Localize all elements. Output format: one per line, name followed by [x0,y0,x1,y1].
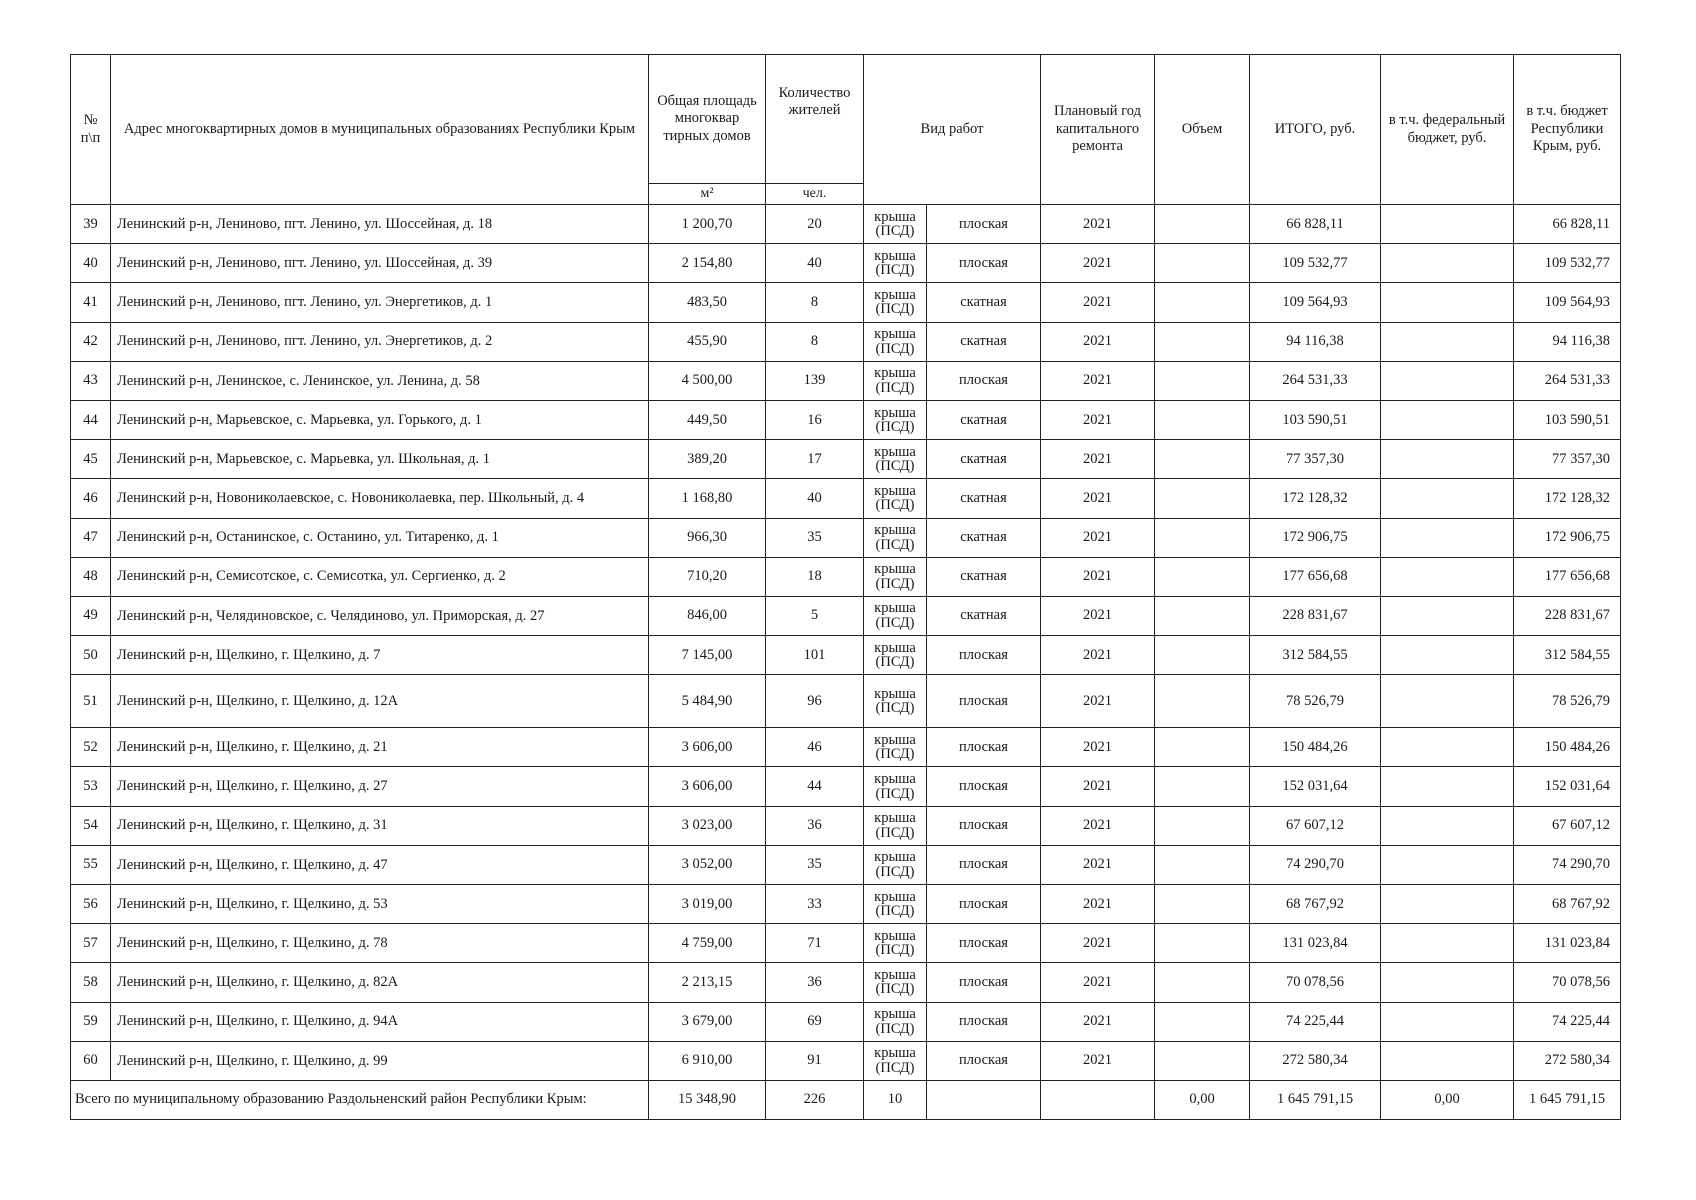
row-work-type: крыша (ПСД) [864,440,927,479]
row-num: 53 [71,767,111,806]
row-plan-year: 2021 [1041,518,1155,557]
row-area: 3 679,00 [649,1002,766,1041]
row-area: 483,50 [649,283,766,322]
row-plan-year: 2021 [1041,1002,1155,1041]
row-address: Ленинский р-н, Щелкино, г. Щелкино, д. 53 [111,885,649,924]
row-roof-type: плоская [927,675,1041,728]
row-area: 3 606,00 [649,767,766,806]
row-residents: 69 [766,1002,864,1041]
table-row [71,675,1621,728]
row-residents: 101 [766,636,864,675]
row-num: 59 [71,1002,111,1041]
row-republic: 70 078,56 [1514,963,1621,1002]
table-row [71,728,1621,767]
row-volume [1155,1041,1250,1080]
table-row [71,806,1621,845]
row-total: 103 590,51 [1250,400,1381,439]
row-roof-type: скатная [927,518,1041,557]
row-residents: 8 [766,322,864,361]
totals-area: 15 348,90 [649,1080,766,1119]
row-roof-type: плоская [927,963,1041,1002]
row-volume [1155,361,1250,400]
row-volume [1155,596,1250,635]
row-republic: 172 128,32 [1514,479,1621,518]
row-republic: 74 225,44 [1514,1002,1621,1041]
row-num: 54 [71,806,111,845]
row-work-type: крыша (ПСД) [864,963,927,1002]
row-work-type: крыша (ПСД) [864,1002,927,1041]
row-area: 4 500,00 [649,361,766,400]
row-plan-year: 2021 [1041,440,1155,479]
row-total: 94 116,38 [1250,322,1381,361]
table-row [71,283,1621,322]
row-num: 44 [71,400,111,439]
row-republic: 172 906,75 [1514,518,1621,557]
table-row [71,845,1621,884]
row-federal [1381,885,1514,924]
row-federal [1381,728,1514,767]
row-residents: 35 [766,845,864,884]
row-area: 710,20 [649,557,766,596]
row-work-type: крыша (ПСД) [864,924,927,963]
row-area: 2 154,80 [649,244,766,283]
table-header [71,55,1621,205]
row-volume [1155,1002,1250,1041]
totals-work-count: 10 [864,1080,927,1119]
row-total: 152 031,64 [1250,767,1381,806]
row-area: 846,00 [649,596,766,635]
row-residents: 40 [766,244,864,283]
row-total: 172 128,32 [1250,479,1381,518]
row-residents: 8 [766,283,864,322]
row-address: Ленинский р-н, Марьевское, с. Марьевка, ул. Горького, д. 1 [111,400,649,439]
row-volume [1155,244,1250,283]
row-work-type: крыша (ПСД) [864,675,927,728]
row-volume [1155,440,1250,479]
row-residents: 17 [766,440,864,479]
row-roof-type: плоская [927,205,1041,244]
row-plan-year: 2021 [1041,557,1155,596]
row-republic: 77 357,30 [1514,440,1621,479]
row-republic: 74 290,70 [1514,845,1621,884]
table-row [71,361,1621,400]
row-plan-year: 2021 [1041,963,1155,1002]
row-address: Ленинский р-н, Щелкино, г. Щелкино, д. 47 [111,845,649,884]
row-federal [1381,924,1514,963]
header-total: ИТОГО, руб. [1250,55,1381,205]
row-work-type: крыша (ПСД) [864,400,927,439]
row-plan-year: 2021 [1041,728,1155,767]
row-num: 56 [71,885,111,924]
row-address: Ленинский р-н, Щелкино, г. Щелкино, д. 12А [111,675,649,728]
row-address: Ленинский р-н, Лениново, пгт. Ленино, ул. Шоссейная, д. 39 [111,244,649,283]
row-volume [1155,885,1250,924]
row-roof-type: плоская [927,845,1041,884]
row-volume [1155,322,1250,361]
row-total: 78 526,79 [1250,675,1381,728]
row-work-type: крыша (ПСД) [864,596,927,635]
row-num: 51 [71,675,111,728]
row-num: 46 [71,479,111,518]
row-total: 109 564,93 [1250,283,1381,322]
row-work-type: крыша (ПСД) [864,205,927,244]
row-work-type: крыша (ПСД) [864,767,927,806]
row-work-type: крыша (ПСД) [864,518,927,557]
row-federal [1381,1002,1514,1041]
row-volume [1155,205,1250,244]
row-work-type: крыша (ПСД) [864,636,927,675]
row-volume [1155,963,1250,1002]
row-federal [1381,518,1514,557]
row-federal [1381,845,1514,884]
header-residents: Количество жителей [766,55,864,184]
row-plan-year: 2021 [1041,636,1155,675]
row-num: 50 [71,636,111,675]
row-federal [1381,963,1514,1002]
row-num: 42 [71,322,111,361]
row-roof-type: плоская [927,1041,1041,1080]
row-federal [1381,479,1514,518]
header-area-unit: м² [649,184,766,205]
totals-federal: 0,00 [1381,1080,1514,1119]
row-total: 77 357,30 [1250,440,1381,479]
row-republic: 131 023,84 [1514,924,1621,963]
row-republic: 109 564,93 [1514,283,1621,322]
row-area: 966,30 [649,518,766,557]
row-volume [1155,400,1250,439]
row-republic: 177 656,68 [1514,557,1621,596]
row-residents: 20 [766,205,864,244]
row-total: 228 831,67 [1250,596,1381,635]
row-total: 74 225,44 [1250,1002,1381,1041]
row-plan-year: 2021 [1041,596,1155,635]
row-total: 70 078,56 [1250,963,1381,1002]
row-residents: 16 [766,400,864,439]
row-total: 74 290,70 [1250,845,1381,884]
table-row [71,479,1621,518]
row-federal [1381,636,1514,675]
row-total: 131 023,84 [1250,924,1381,963]
row-volume [1155,283,1250,322]
table-row [71,885,1621,924]
row-address: Ленинский р-н, Щелкино, г. Щелкино, д. 27 [111,767,649,806]
header-area: Общая площадь многоквар тирных домов [649,55,766,184]
row-work-type: крыша (ПСД) [864,806,927,845]
totals-label: Всего по муниципальному образованию Раздольненский район Республики Крым: [71,1080,649,1119]
row-area: 455,90 [649,322,766,361]
totals-republic: 1 645 791,15 [1514,1080,1621,1119]
header-work-type: Вид работ [864,55,1041,205]
row-residents: 71 [766,924,864,963]
row-plan-year: 2021 [1041,1041,1155,1080]
row-num: 55 [71,845,111,884]
row-roof-type: скатная [927,596,1041,635]
table-body [71,205,1621,1081]
row-volume [1155,518,1250,557]
table-row [71,440,1621,479]
row-republic: 150 484,26 [1514,728,1621,767]
totals-total: 1 645 791,15 [1250,1080,1381,1119]
row-volume [1155,806,1250,845]
row-num: 57 [71,924,111,963]
row-address: Ленинский р-н, Челядиновское, с. Челядиново, ул. Приморская, д. 27 [111,596,649,635]
row-volume [1155,767,1250,806]
row-residents: 40 [766,479,864,518]
row-num: 41 [71,283,111,322]
row-num: 39 [71,205,111,244]
row-area: 389,20 [649,440,766,479]
row-plan-year: 2021 [1041,205,1155,244]
row-total: 177 656,68 [1250,557,1381,596]
row-address: Ленинский р-н, Ленинское, с. Ленинское, ул. Ленина, д. 58 [111,361,649,400]
row-republic: 152 031,64 [1514,767,1621,806]
row-total: 272 580,34 [1250,1041,1381,1080]
row-total: 172 906,75 [1250,518,1381,557]
row-roof-type: скатная [927,557,1041,596]
header-federal: в т.ч. федеральный бюджет, руб. [1381,55,1514,205]
table-row [71,557,1621,596]
row-residents: 18 [766,557,864,596]
row-residents: 91 [766,1041,864,1080]
row-num: 52 [71,728,111,767]
row-federal [1381,1041,1514,1080]
totals-row [71,1080,1621,1119]
row-address: Ленинский р-н, Марьевское, с. Марьевка, ул. Школьная, д. 1 [111,440,649,479]
row-roof-type: скатная [927,400,1041,439]
row-num: 47 [71,518,111,557]
row-work-type: крыша (ПСД) [864,1041,927,1080]
table-row [71,518,1621,557]
row-plan-year: 2021 [1041,283,1155,322]
table-row [71,963,1621,1002]
row-plan-year: 2021 [1041,322,1155,361]
row-roof-type: скатная [927,479,1041,518]
row-total: 67 607,12 [1250,806,1381,845]
row-area: 2 213,15 [649,963,766,1002]
row-roof-type: плоская [927,806,1041,845]
row-work-type: крыша (ПСД) [864,479,927,518]
row-address: Ленинский р-н, Щелкино, г. Щелкино, д. 31 [111,806,649,845]
row-address: Ленинский р-н, Лениново, пгт. Ленино, ул. Шоссейная, д. 18 [111,205,649,244]
row-roof-type: плоская [927,885,1041,924]
header-volume: Объем [1155,55,1250,205]
row-total: 66 828,11 [1250,205,1381,244]
row-work-type: крыша (ПСД) [864,885,927,924]
totals-volume: 0,00 [1155,1080,1250,1119]
row-residents: 35 [766,518,864,557]
row-plan-year: 2021 [1041,479,1155,518]
header-num: № п\п [71,55,111,205]
row-work-type: крыша (ПСД) [864,728,927,767]
row-roof-type: плоская [927,361,1041,400]
row-residents: 33 [766,885,864,924]
row-roof-type: плоская [927,636,1041,675]
row-republic: 67 607,12 [1514,806,1621,845]
row-area: 449,50 [649,400,766,439]
row-plan-year: 2021 [1041,845,1155,884]
row-area: 4 759,00 [649,924,766,963]
row-address: Ленинский р-н, Щелкино, г. Щелкино, д. 21 [111,728,649,767]
row-volume [1155,557,1250,596]
row-work-type: крыша (ПСД) [864,845,927,884]
row-roof-type: плоская [927,728,1041,767]
row-federal [1381,283,1514,322]
row-area: 7 145,00 [649,636,766,675]
row-residents: 36 [766,806,864,845]
row-plan-year: 2021 [1041,885,1155,924]
row-roof-type: плоская [927,767,1041,806]
row-residents: 46 [766,728,864,767]
row-volume [1155,479,1250,518]
row-republic: 228 831,67 [1514,596,1621,635]
table-row [71,924,1621,963]
row-plan-year: 2021 [1041,806,1155,845]
row-republic: 68 767,92 [1514,885,1621,924]
row-republic: 109 532,77 [1514,244,1621,283]
table-row [71,596,1621,635]
table-row [71,205,1621,244]
table-row [71,400,1621,439]
row-area: 1 200,70 [649,205,766,244]
row-roof-type: плоская [927,244,1041,283]
header-plan-year: Плановый год капитального ремонта [1041,55,1155,205]
row-volume [1155,845,1250,884]
row-federal [1381,205,1514,244]
row-volume [1155,675,1250,728]
row-republic: 94 116,38 [1514,322,1621,361]
table-row [71,322,1621,361]
row-republic: 103 590,51 [1514,400,1621,439]
row-plan-year: 2021 [1041,675,1155,728]
row-federal [1381,675,1514,728]
row-roof-type: скатная [927,283,1041,322]
header-republic: в т.ч. бюджет Республики Крым, руб. [1514,55,1621,205]
row-total: 312 584,55 [1250,636,1381,675]
row-num: 43 [71,361,111,400]
row-address: Ленинский р-н, Останинское, с. Останино, ул. Титаренко, д. 1 [111,518,649,557]
row-residents: 36 [766,963,864,1002]
row-federal [1381,596,1514,635]
row-federal [1381,322,1514,361]
totals-section [71,1080,1621,1119]
row-area: 3 019,00 [649,885,766,924]
row-area: 6 910,00 [649,1041,766,1080]
row-republic: 78 526,79 [1514,675,1621,728]
row-federal [1381,244,1514,283]
row-num: 40 [71,244,111,283]
row-work-type: крыша (ПСД) [864,322,927,361]
row-federal [1381,557,1514,596]
row-volume [1155,636,1250,675]
row-work-type: крыша (ПСД) [864,244,927,283]
row-volume [1155,924,1250,963]
row-plan-year: 2021 [1041,767,1155,806]
header-residents-unit: чел. [766,184,864,205]
row-total: 109 532,77 [1250,244,1381,283]
row-address: Ленинский р-н, Новониколаевское, с. Новониколаевка, пер. Школьный, д. 4 [111,479,649,518]
totals-residents: 226 [766,1080,864,1119]
row-plan-year: 2021 [1041,400,1155,439]
row-address: Ленинский р-н, Щелкино, г. Щелкино, д. 99 [111,1041,649,1080]
row-total: 150 484,26 [1250,728,1381,767]
totals-year-empty [1041,1080,1155,1119]
row-address: Ленинский р-н, Лениново, пгт. Ленино, ул. Энергетиков, д. 2 [111,322,649,361]
row-work-type: крыша (ПСД) [864,283,927,322]
row-republic: 312 584,55 [1514,636,1621,675]
row-plan-year: 2021 [1041,244,1155,283]
row-residents: 139 [766,361,864,400]
row-address: Ленинский р-н, Лениново, пгт. Ленино, ул. Энергетиков, д. 1 [111,283,649,322]
row-num: 58 [71,963,111,1002]
row-plan-year: 2021 [1041,924,1155,963]
row-area: 1 168,80 [649,479,766,518]
row-area: 3 606,00 [649,728,766,767]
header-address: Адрес многоквартирных домов в муниципальных образованиях Республики Крым [111,55,649,205]
row-address: Ленинский р-н, Щелкино, г. Щелкино, д. 7 [111,636,649,675]
row-roof-type: скатная [927,322,1041,361]
table-row [71,767,1621,806]
row-residents: 44 [766,767,864,806]
row-address: Ленинский р-н, Щелкино, г. Щелкино, д. 78 [111,924,649,963]
table-row [71,244,1621,283]
row-work-type: крыша (ПСД) [864,361,927,400]
row-area: 3 052,00 [649,845,766,884]
row-federal [1381,806,1514,845]
table-row [71,1002,1621,1041]
row-federal [1381,767,1514,806]
row-num: 60 [71,1041,111,1080]
row-federal [1381,400,1514,439]
table-row [71,636,1621,675]
row-roof-type: скатная [927,440,1041,479]
row-num: 48 [71,557,111,596]
row-residents: 96 [766,675,864,728]
row-republic: 66 828,11 [1514,205,1621,244]
row-volume [1155,728,1250,767]
row-work-type: крыша (ПСД) [864,557,927,596]
row-plan-year: 2021 [1041,361,1155,400]
row-area: 5 484,90 [649,675,766,728]
capital-repair-table [70,54,1621,1120]
row-roof-type: плоская [927,1002,1041,1041]
row-federal [1381,440,1514,479]
row-area: 3 023,00 [649,806,766,845]
row-federal [1381,361,1514,400]
table-row [71,1041,1621,1080]
row-address: Ленинский р-н, Щелкино, г. Щелкино, д. 82А [111,963,649,1002]
row-roof-type: плоская [927,924,1041,963]
row-republic: 264 531,33 [1514,361,1621,400]
row-republic: 272 580,34 [1514,1041,1621,1080]
row-total: 68 767,92 [1250,885,1381,924]
row-num: 45 [71,440,111,479]
row-total: 264 531,33 [1250,361,1381,400]
row-residents: 5 [766,596,864,635]
row-num: 49 [71,596,111,635]
totals-work-empty [927,1080,1041,1119]
row-address: Ленинский р-н, Щелкино, г. Щелкино, д. 94А [111,1002,649,1041]
row-address: Ленинский р-н, Семисотское, с. Семисотка, ул. Сергиенко, д. 2 [111,557,649,596]
